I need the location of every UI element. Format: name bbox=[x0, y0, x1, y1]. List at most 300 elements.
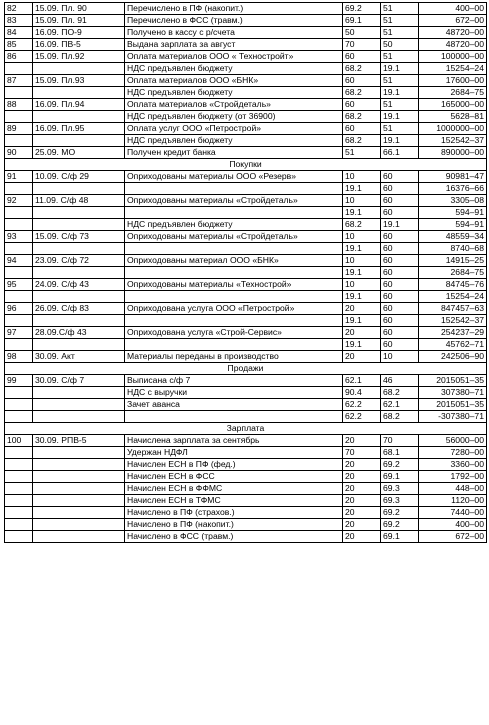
debit-account-cell: 62.1 bbox=[343, 375, 381, 387]
debit-account-cell: 20 bbox=[343, 471, 381, 483]
entry-number-cell bbox=[5, 291, 33, 303]
description-cell: Начислена зарплата за сентябрь bbox=[125, 435, 343, 447]
document-cell: 10.09. С/ф 29 bbox=[33, 171, 125, 183]
document-cell bbox=[33, 183, 125, 195]
credit-account-cell: 60 bbox=[381, 303, 419, 315]
debit-account-cell: 10 bbox=[343, 171, 381, 183]
table-row bbox=[5, 3, 487, 15]
table-row bbox=[5, 99, 487, 111]
section-header-row bbox=[5, 363, 487, 375]
amount-cell: 1792–00 bbox=[419, 471, 487, 483]
amount-cell: 152542–37 bbox=[419, 135, 487, 147]
debit-account-cell: 19.1 bbox=[343, 207, 381, 219]
description-cell: Оприходована услуга «Строй-Сервис» bbox=[125, 327, 343, 339]
entry-number-cell: 95 bbox=[5, 279, 33, 291]
amount-cell: 56000–00 bbox=[419, 435, 487, 447]
debit-account-cell: 68.2 bbox=[343, 135, 381, 147]
credit-account-cell: 60 bbox=[381, 255, 419, 267]
amount-cell: 165000–00 bbox=[419, 99, 487, 111]
table-row bbox=[5, 471, 487, 483]
amount-cell: 7280–00 bbox=[419, 447, 487, 459]
credit-account-cell: 19.1 bbox=[381, 111, 419, 123]
entry-number-cell: 83 bbox=[5, 15, 33, 27]
description-cell: Начислен ЕСН в ФФМС bbox=[125, 483, 343, 495]
document-cell: 25.09. МО bbox=[33, 147, 125, 159]
description-cell: Материалы переданы в производство bbox=[125, 351, 343, 363]
document-cell bbox=[33, 483, 125, 495]
description-cell: НДС с выручки bbox=[125, 387, 343, 399]
journal-body bbox=[5, 3, 487, 543]
document-cell bbox=[33, 495, 125, 507]
table-row bbox=[5, 399, 487, 411]
document-cell bbox=[33, 447, 125, 459]
entry-number-cell bbox=[5, 207, 33, 219]
document-cell: 16.09. ПВ-5 bbox=[33, 39, 125, 51]
credit-account-cell: 70 bbox=[381, 435, 419, 447]
table-row bbox=[5, 411, 487, 423]
description-cell bbox=[125, 315, 343, 327]
table-row bbox=[5, 375, 487, 387]
entry-number-cell bbox=[5, 63, 33, 75]
credit-account-cell: 60 bbox=[381, 195, 419, 207]
entry-number-cell bbox=[5, 87, 33, 99]
table-row bbox=[5, 195, 487, 207]
description-cell bbox=[125, 243, 343, 255]
credit-account-cell: 60 bbox=[381, 339, 419, 351]
description-cell: Оплата материалов «Стройдеталь» bbox=[125, 99, 343, 111]
debit-account-cell: 50 bbox=[343, 27, 381, 39]
credit-account-cell: 19.1 bbox=[381, 63, 419, 75]
document-cell bbox=[33, 519, 125, 531]
table-row bbox=[5, 459, 487, 471]
entry-number-cell bbox=[5, 483, 33, 495]
amount-cell: 2684–75 bbox=[419, 87, 487, 99]
debit-account-cell: 60 bbox=[343, 75, 381, 87]
table-row bbox=[5, 519, 487, 531]
credit-account-cell: 69.1 bbox=[381, 531, 419, 543]
amount-cell: 3305–08 bbox=[419, 195, 487, 207]
debit-account-cell: 62.2 bbox=[343, 411, 381, 423]
credit-account-cell: 51 bbox=[381, 99, 419, 111]
description-cell: Оприходована услуга ООО «Петрострой» bbox=[125, 303, 343, 315]
section-label: Покупки bbox=[5, 159, 487, 171]
table-row bbox=[5, 351, 487, 363]
document-cell: 28.09.С/ф 43 bbox=[33, 327, 125, 339]
description-cell: Оприходованы материалы «Стройдеталь» bbox=[125, 195, 343, 207]
credit-account-cell: 60 bbox=[381, 291, 419, 303]
amount-cell: 100000–00 bbox=[419, 51, 487, 63]
description-cell: Перечислено в ФСС (травм.) bbox=[125, 15, 343, 27]
debit-account-cell: 60 bbox=[343, 123, 381, 135]
description-cell: Начислено в ПФ (страхов.) bbox=[125, 507, 343, 519]
debit-account-cell: 20 bbox=[343, 459, 381, 471]
debit-account-cell: 51 bbox=[343, 147, 381, 159]
entry-number-cell bbox=[5, 111, 33, 123]
table-row bbox=[5, 447, 487, 459]
entry-number-cell bbox=[5, 267, 33, 279]
description-cell bbox=[125, 267, 343, 279]
credit-account-cell: 60 bbox=[381, 315, 419, 327]
table-row bbox=[5, 327, 487, 339]
debit-account-cell: 69.1 bbox=[343, 15, 381, 27]
document-cell: 15.09. Пл. 90 bbox=[33, 3, 125, 15]
amount-cell: 16376–66 bbox=[419, 183, 487, 195]
credit-account-cell: 69.2 bbox=[381, 519, 419, 531]
entry-number-cell: 93 bbox=[5, 231, 33, 243]
debit-account-cell: 68.2 bbox=[343, 219, 381, 231]
debit-account-cell: 60 bbox=[343, 51, 381, 63]
credit-account-cell: 10 bbox=[381, 351, 419, 363]
debit-account-cell: 20 bbox=[343, 327, 381, 339]
amount-cell: 1000000–00 bbox=[419, 123, 487, 135]
document-cell: 30.09. РПВ-5 bbox=[33, 435, 125, 447]
document-cell bbox=[33, 135, 125, 147]
amount-cell: 17600–00 bbox=[419, 75, 487, 87]
credit-account-cell: 68.2 bbox=[381, 387, 419, 399]
amount-cell: 3360–00 bbox=[419, 459, 487, 471]
credit-account-cell: 51 bbox=[381, 51, 419, 63]
debit-account-cell: 10 bbox=[343, 231, 381, 243]
document-cell: 15.09. Пл. 91 bbox=[33, 15, 125, 27]
amount-cell: 448–00 bbox=[419, 483, 487, 495]
entry-number-cell bbox=[5, 495, 33, 507]
debit-account-cell: 69.2 bbox=[343, 3, 381, 15]
table-row bbox=[5, 279, 487, 291]
table-row bbox=[5, 15, 487, 27]
table-row bbox=[5, 255, 487, 267]
amount-cell: 2015051–35 bbox=[419, 375, 487, 387]
debit-account-cell: 70 bbox=[343, 39, 381, 51]
document-cell bbox=[33, 339, 125, 351]
document-cell: 24.09. С/ф 43 bbox=[33, 279, 125, 291]
description-cell: Оплата материалов ООО «БНК» bbox=[125, 75, 343, 87]
amount-cell: 45762–71 bbox=[419, 339, 487, 351]
debit-account-cell: 20 bbox=[343, 483, 381, 495]
description-cell: Начислен ЕСН в ПФ (фед.) bbox=[125, 459, 343, 471]
credit-account-cell: 69.1 bbox=[381, 471, 419, 483]
debit-account-cell: 62.2 bbox=[343, 399, 381, 411]
document-cell: 15.09. С/ф 73 bbox=[33, 231, 125, 243]
credit-account-cell: 66.1 bbox=[381, 147, 419, 159]
amount-cell: 84745–76 bbox=[419, 279, 487, 291]
amount-cell: 594–91 bbox=[419, 207, 487, 219]
table-row bbox=[5, 495, 487, 507]
debit-account-cell: 19.1 bbox=[343, 267, 381, 279]
amount-cell: 48720–00 bbox=[419, 39, 487, 51]
entry-number-cell: 98 bbox=[5, 351, 33, 363]
document-cell: 30.09. Акт bbox=[33, 351, 125, 363]
entry-number-cell: 91 bbox=[5, 171, 33, 183]
description-cell: Оплата услуг ООО «Петрострой» bbox=[125, 123, 343, 135]
debit-account-cell: 19.1 bbox=[343, 291, 381, 303]
entry-number-cell bbox=[5, 219, 33, 231]
credit-account-cell: 69.3 bbox=[381, 495, 419, 507]
credit-account-cell: 51 bbox=[381, 3, 419, 15]
description-cell bbox=[125, 339, 343, 351]
description-cell: Выписана с/ф 7 bbox=[125, 375, 343, 387]
table-row bbox=[5, 207, 487, 219]
credit-account-cell: 19.1 bbox=[381, 87, 419, 99]
description-cell: Начислено в ФСС (травм.) bbox=[125, 531, 343, 543]
description-cell: Удержан НДФЛ bbox=[125, 447, 343, 459]
amount-cell: 15254–24 bbox=[419, 63, 487, 75]
table-row bbox=[5, 339, 487, 351]
table-row bbox=[5, 183, 487, 195]
amount-cell: 15254–24 bbox=[419, 291, 487, 303]
table-row bbox=[5, 303, 487, 315]
entry-number-cell bbox=[5, 183, 33, 195]
entry-number-cell: 99 bbox=[5, 375, 33, 387]
journal-table bbox=[4, 2, 487, 543]
amount-cell: 307380–71 bbox=[419, 387, 487, 399]
entry-number-cell: 97 bbox=[5, 327, 33, 339]
debit-account-cell: 20 bbox=[343, 519, 381, 531]
debit-account-cell: 19.1 bbox=[343, 339, 381, 351]
description-cell: НДС предъявлен бюджету bbox=[125, 87, 343, 99]
description-cell: НДС предъявлен бюджету bbox=[125, 219, 343, 231]
description-cell: Начислен ЕСН в ТФМС bbox=[125, 495, 343, 507]
entry-number-cell bbox=[5, 507, 33, 519]
amount-cell: 672–00 bbox=[419, 531, 487, 543]
credit-account-cell: 68.2 bbox=[381, 411, 419, 423]
document-cell bbox=[33, 87, 125, 99]
credit-account-cell: 19.1 bbox=[381, 219, 419, 231]
credit-account-cell: 60 bbox=[381, 171, 419, 183]
table-row bbox=[5, 483, 487, 495]
credit-account-cell: 51 bbox=[381, 15, 419, 27]
document-cell: 16.09. ПО-9 bbox=[33, 27, 125, 39]
amount-cell: -307380–71 bbox=[419, 411, 487, 423]
description-cell: Начислено в ПФ (накопит.) bbox=[125, 519, 343, 531]
table-row bbox=[5, 63, 487, 75]
debit-account-cell: 68.2 bbox=[343, 87, 381, 99]
amount-cell: 48720–00 bbox=[419, 27, 487, 39]
entry-number-cell bbox=[5, 471, 33, 483]
section-label: Продажи bbox=[5, 363, 487, 375]
table-row bbox=[5, 507, 487, 519]
amount-cell: 254237–29 bbox=[419, 327, 487, 339]
document-cell: 16.09. Пл.95 bbox=[33, 123, 125, 135]
table-row bbox=[5, 171, 487, 183]
description-cell: Оприходованы материалы «Технострой» bbox=[125, 279, 343, 291]
credit-account-cell: 51 bbox=[381, 75, 419, 87]
credit-account-cell: 51 bbox=[381, 123, 419, 135]
debit-account-cell: 19.1 bbox=[343, 243, 381, 255]
entry-number-cell: 89 bbox=[5, 123, 33, 135]
description-cell: Получено в кассу с р/счета bbox=[125, 27, 343, 39]
table-row bbox=[5, 435, 487, 447]
document-cell bbox=[33, 243, 125, 255]
entry-number-cell: 96 bbox=[5, 303, 33, 315]
amount-cell: 847457–63 bbox=[419, 303, 487, 315]
document-cell bbox=[33, 399, 125, 411]
amount-cell: 1120–00 bbox=[419, 495, 487, 507]
table-row bbox=[5, 27, 487, 39]
debit-account-cell: 20 bbox=[343, 495, 381, 507]
debit-account-cell: 70 bbox=[343, 447, 381, 459]
journal-sheet bbox=[4, 2, 487, 543]
entry-number-cell bbox=[5, 531, 33, 543]
credit-account-cell: 62.1 bbox=[381, 399, 419, 411]
entry-number-cell: 82 bbox=[5, 3, 33, 15]
table-row bbox=[5, 291, 487, 303]
amount-cell: 890000–00 bbox=[419, 147, 487, 159]
amount-cell: 400–00 bbox=[419, 3, 487, 15]
document-cell bbox=[33, 111, 125, 123]
document-cell bbox=[33, 291, 125, 303]
description-cell: Оплата материалов ООО « Техностройт» bbox=[125, 51, 343, 63]
entry-number-cell bbox=[5, 399, 33, 411]
document-cell bbox=[33, 387, 125, 399]
document-cell bbox=[33, 315, 125, 327]
amount-cell: 400–00 bbox=[419, 519, 487, 531]
table-row bbox=[5, 87, 487, 99]
section-label: Зарплата bbox=[5, 423, 487, 435]
amount-cell: 594–91 bbox=[419, 219, 487, 231]
table-row bbox=[5, 231, 487, 243]
credit-account-cell: 60 bbox=[381, 207, 419, 219]
amount-cell: 8740–68 bbox=[419, 243, 487, 255]
table-row bbox=[5, 111, 487, 123]
entry-number-cell: 94 bbox=[5, 255, 33, 267]
entry-number-cell: 100 bbox=[5, 435, 33, 447]
document-cell: 15.09. Пл.93 bbox=[33, 75, 125, 87]
amount-cell: 48559–34 bbox=[419, 231, 487, 243]
debit-account-cell: 20 bbox=[343, 531, 381, 543]
description-cell: Начислен ЕСН в ФСС bbox=[125, 471, 343, 483]
description-cell: НДС предъявлен бюджету bbox=[125, 63, 343, 75]
table-row bbox=[5, 135, 487, 147]
document-cell bbox=[33, 63, 125, 75]
document-cell: 15.09. Пл.92 bbox=[33, 51, 125, 63]
amount-cell: 5628–81 bbox=[419, 111, 487, 123]
amount-cell: 90981–47 bbox=[419, 171, 487, 183]
entry-number-cell bbox=[5, 387, 33, 399]
table-row bbox=[5, 219, 487, 231]
table-row bbox=[5, 123, 487, 135]
credit-account-cell: 69.2 bbox=[381, 459, 419, 471]
entry-number-cell: 84 bbox=[5, 27, 33, 39]
table-row bbox=[5, 147, 487, 159]
amount-cell: 2684–75 bbox=[419, 267, 487, 279]
debit-account-cell: 10 bbox=[343, 279, 381, 291]
debit-account-cell: 60 bbox=[343, 99, 381, 111]
entry-number-cell: 86 bbox=[5, 51, 33, 63]
document-cell: 26.09. С/ф 83 bbox=[33, 303, 125, 315]
amount-cell: 7440–00 bbox=[419, 507, 487, 519]
entry-number-cell bbox=[5, 315, 33, 327]
table-row bbox=[5, 387, 487, 399]
credit-account-cell: 69.2 bbox=[381, 507, 419, 519]
description-cell: Получен кредит банка bbox=[125, 147, 343, 159]
description-cell: Оприходованы материалы «Стройдеталь» bbox=[125, 231, 343, 243]
credit-account-cell: 69.3 bbox=[381, 483, 419, 495]
entry-number-cell bbox=[5, 243, 33, 255]
debit-account-cell: 68.2 bbox=[343, 63, 381, 75]
entry-number-cell bbox=[5, 411, 33, 423]
credit-account-cell: 19.1 bbox=[381, 135, 419, 147]
amount-cell: 672–00 bbox=[419, 15, 487, 27]
credit-account-cell: 51 bbox=[381, 27, 419, 39]
debit-account-cell: 20 bbox=[343, 507, 381, 519]
table-row bbox=[5, 39, 487, 51]
entry-number-cell bbox=[5, 339, 33, 351]
amount-cell: 242506–90 bbox=[419, 351, 487, 363]
credit-account-cell: 46 bbox=[381, 375, 419, 387]
credit-account-cell: 60 bbox=[381, 279, 419, 291]
description-cell: Перечислено в ПФ (накопит.) bbox=[125, 3, 343, 15]
entry-number-cell: 88 bbox=[5, 99, 33, 111]
credit-account-cell: 50 bbox=[381, 39, 419, 51]
debit-account-cell: 19.1 bbox=[343, 183, 381, 195]
amount-cell: 152542–37 bbox=[419, 315, 487, 327]
entry-number-cell bbox=[5, 135, 33, 147]
description-cell bbox=[125, 183, 343, 195]
entry-number-cell bbox=[5, 447, 33, 459]
debit-account-cell: 20 bbox=[343, 303, 381, 315]
table-row bbox=[5, 51, 487, 63]
debit-account-cell: 68.2 bbox=[343, 111, 381, 123]
section-header-row bbox=[5, 159, 487, 171]
description-cell bbox=[125, 411, 343, 423]
amount-cell: 2015051–35 bbox=[419, 399, 487, 411]
entry-number-cell: 85 bbox=[5, 39, 33, 51]
debit-account-cell: 20 bbox=[343, 435, 381, 447]
entry-number-cell bbox=[5, 519, 33, 531]
document-cell: 23.09. С/ф 72 bbox=[33, 255, 125, 267]
debit-account-cell: 10 bbox=[343, 195, 381, 207]
description-cell: Оприходованы материалы ООО «Резерв» bbox=[125, 171, 343, 183]
document-cell: 16.09. Пл.94 bbox=[33, 99, 125, 111]
document-cell bbox=[33, 531, 125, 543]
section-header-row bbox=[5, 423, 487, 435]
document-cell bbox=[33, 471, 125, 483]
entry-number-cell: 87 bbox=[5, 75, 33, 87]
table-row bbox=[5, 315, 487, 327]
document-cell bbox=[33, 207, 125, 219]
description-cell bbox=[125, 291, 343, 303]
document-cell bbox=[33, 267, 125, 279]
description-cell bbox=[125, 207, 343, 219]
credit-account-cell: 60 bbox=[381, 231, 419, 243]
debit-account-cell: 10 bbox=[343, 255, 381, 267]
table-row bbox=[5, 75, 487, 87]
amount-cell: 14915–25 bbox=[419, 255, 487, 267]
table-row bbox=[5, 531, 487, 543]
description-cell: Зачет аванса bbox=[125, 399, 343, 411]
debit-account-cell: 90.4 bbox=[343, 387, 381, 399]
debit-account-cell: 20 bbox=[343, 351, 381, 363]
credit-account-cell: 68.1 bbox=[381, 447, 419, 459]
description-cell: Выдана зарплата за август bbox=[125, 39, 343, 51]
document-cell: 11.09. С/ф 48 bbox=[33, 195, 125, 207]
description-cell: НДС предъявлен бюджету bbox=[125, 135, 343, 147]
entry-number-cell: 90 bbox=[5, 147, 33, 159]
credit-account-cell: 60 bbox=[381, 243, 419, 255]
document-cell bbox=[33, 459, 125, 471]
document-cell bbox=[33, 219, 125, 231]
document-cell bbox=[33, 507, 125, 519]
entry-number-cell: 92 bbox=[5, 195, 33, 207]
description-cell: Оприходованы материал ООО «БНК» bbox=[125, 255, 343, 267]
debit-account-cell: 19.1 bbox=[343, 315, 381, 327]
table-row bbox=[5, 243, 487, 255]
credit-account-cell: 60 bbox=[381, 183, 419, 195]
description-cell: НДС предъявлен бюджету (от 36900) bbox=[125, 111, 343, 123]
document-cell bbox=[33, 411, 125, 423]
document-cell: 30.09. С/ф 7 bbox=[33, 375, 125, 387]
table-row bbox=[5, 267, 487, 279]
